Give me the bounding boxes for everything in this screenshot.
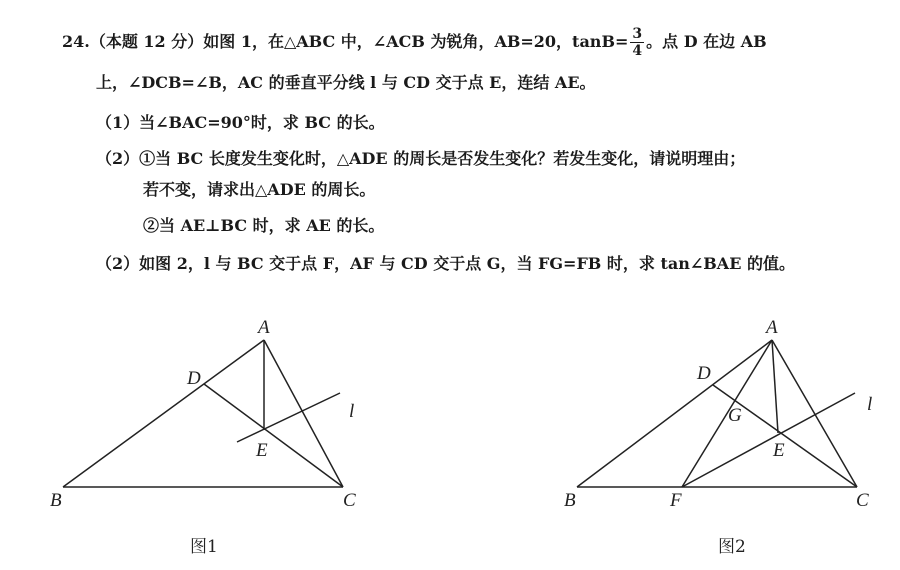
problem-line-1b: 。点 D 在边 AB bbox=[646, 32, 767, 51]
question-2-part-2: ②当 AE⊥BC 时，求 AE 的长。 bbox=[143, 216, 385, 235]
fig1-caption: 图1 bbox=[190, 537, 218, 557]
fig1-line-l bbox=[237, 393, 340, 442]
fig1-segment-DC bbox=[204, 384, 343, 487]
fig1-segment-AC bbox=[264, 340, 343, 487]
fig2-segment-AE bbox=[772, 340, 778, 433]
figure-2 bbox=[564, 317, 872, 557]
fig2-label-A: A bbox=[766, 317, 778, 338]
fig2-caption: 图2 bbox=[718, 537, 746, 557]
fraction-denominator: 4 bbox=[632, 43, 643, 59]
fig1-label-A: A bbox=[258, 317, 270, 338]
fig2-segment-AC bbox=[772, 340, 857, 487]
fraction-numerator: 3 bbox=[632, 26, 643, 42]
fig1-label-B: B bbox=[50, 490, 62, 511]
fig1-label-C: C bbox=[343, 490, 356, 511]
question-1: （1）当∠BAC=90°时，求 BC 的长。 bbox=[96, 113, 385, 132]
fig2-segment-AB bbox=[577, 340, 772, 487]
figure-1 bbox=[50, 317, 356, 557]
fig1-label-l: l bbox=[349, 401, 355, 422]
fig1-label-E: E bbox=[256, 440, 268, 461]
fig2-label-C: C bbox=[856, 490, 869, 511]
fig2-label-G: G bbox=[728, 405, 742, 426]
fig2-label-B: B bbox=[564, 490, 576, 511]
problem-line-2: 上，∠DCB=∠B，AC 的垂直平分线 l 与 CD 交于点 E，连结 AE。 bbox=[96, 73, 596, 92]
fig2-segment-AF bbox=[682, 340, 772, 487]
fig2-label-l: l bbox=[867, 394, 873, 415]
fig2-label-D: D bbox=[697, 363, 711, 384]
question-3: （2）如图 2，l 与 BC 交于点 F，AF 与 CD 交于点 G，当 FG=FB 时，求 tan∠BAE 的值。 bbox=[96, 254, 795, 273]
question-2-part-1: （2）①当 BC 长度发生变化时，△ADE 的周长是否发生变化？若发生变化，请说明理由； bbox=[96, 149, 746, 168]
fig1-segment-AB bbox=[63, 340, 264, 487]
fig1-label-D: D bbox=[187, 368, 201, 389]
fig2-label-F: F bbox=[670, 490, 682, 511]
fig2-label-E: E bbox=[773, 440, 785, 461]
problem-line-1a: 24.（本题 12 分）如图 1，在△ABC 中，∠ACB 为锐角，AB=20，tanB= bbox=[62, 32, 629, 51]
question-2-part-1-cont: 若不变，请求出△ADE 的周长。 bbox=[143, 180, 376, 199]
